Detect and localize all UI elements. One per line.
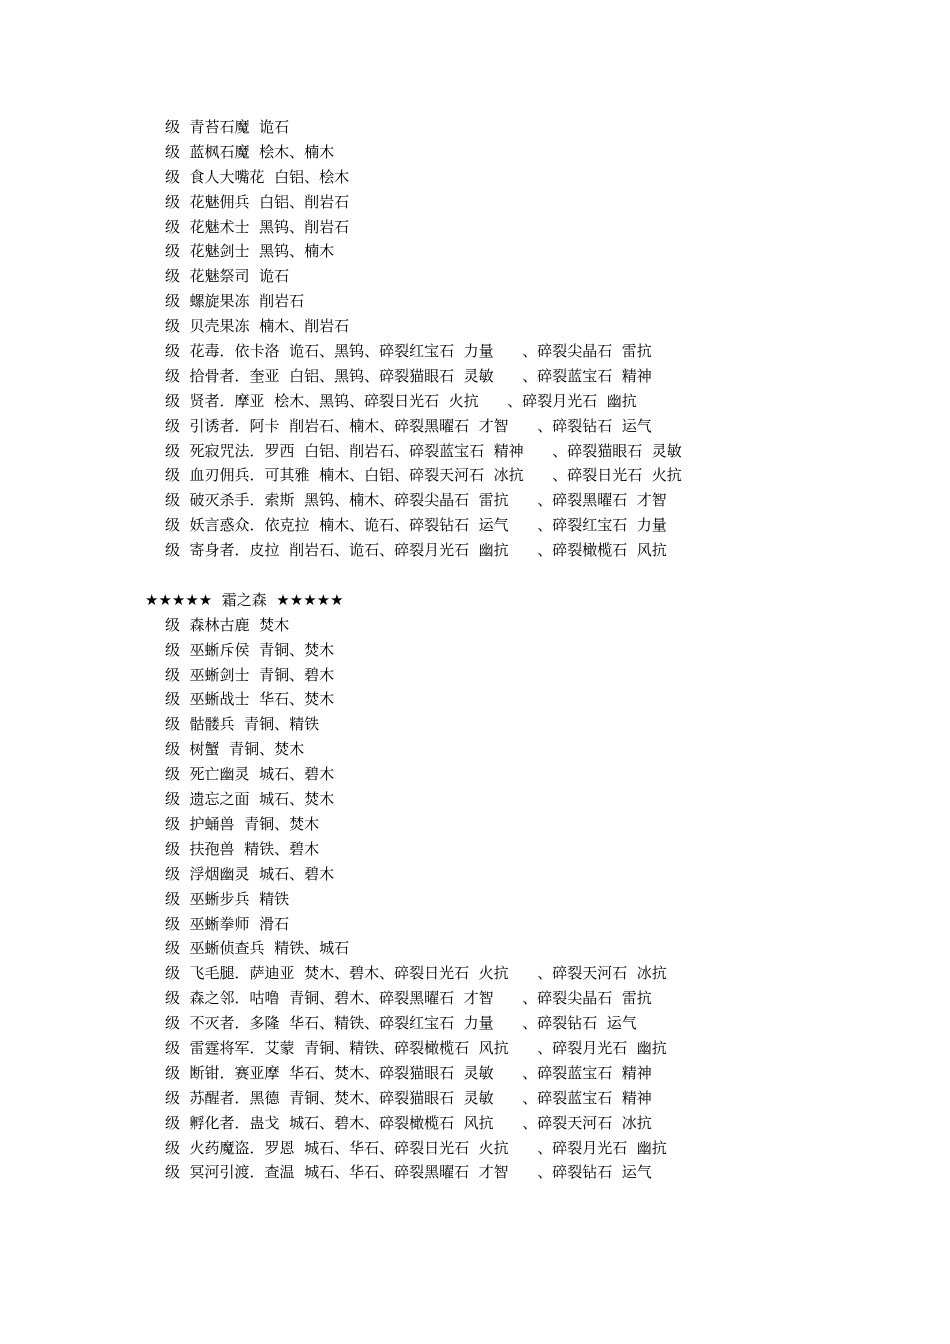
text-line: 级 巫蜥拳师 滑石 xyxy=(165,914,290,933)
text-line: 级 森之邻．咕噜 青铜、碧木、碎裂黑曜石 才智 、碎裂尖晶石 雷抗 xyxy=(165,989,652,1008)
text-line: 级 火药魔盗．罗恩 城石、华石、碎裂日光石 火抗 、碎裂月光石 幽抗 xyxy=(165,1138,667,1157)
text-line: 级 蓝枫石魔 桧木、楠木 xyxy=(165,142,335,161)
text-line: 级 死亡幽灵 城石、碧木 xyxy=(165,765,335,784)
text-line: 级 花毒．依卡洛 诡石、黑钨、碎裂红宝石 力量 、碎裂尖晶石 雷抗 xyxy=(165,342,652,361)
text-line: 级 巫蜥侦查兵 精铁、城石 xyxy=(165,939,350,958)
blank-line xyxy=(0,563,950,588)
text-line: 级 雷霆将军．艾蒙 青铜、精铁、碎裂橄榄石 风抗 、碎裂月光石 幽抗 xyxy=(165,1038,667,1057)
text-line: 级 飞毛腿．萨迪亚 焚木、碧木、碎裂日光石 火抗 、碎裂天河石 冰抗 xyxy=(165,964,667,983)
text-line: 级 浮烟幽灵 城石、碧木 xyxy=(165,864,335,883)
text-line: 级 血刃佣兵．可其雅 楠木、白铝、碎裂天河石 冰抗 、碎裂日光石 火抗 xyxy=(165,466,682,485)
text-line: 级 护蛹兽 青铜、焚木 xyxy=(165,814,320,833)
text-line: 级 巫蜥斥侯 青铜、焚木 xyxy=(165,640,335,659)
text-line: 级 不灭者．多隆 华石、精铁、碎裂红宝石 力量 、碎裂钻石 运气 xyxy=(165,1014,637,1033)
text-line: 级 孵化者．蛊戈 城石、碧木、碎裂橄榄石 风抗 、碎裂天河石 冰抗 xyxy=(165,1113,652,1132)
text-line: 级 扶孢兽 精铁、碧木 xyxy=(165,839,320,858)
text-line: 级 冥河引渡．查温 城石、华石、碎裂黑曜石 才智 、碎裂钻石 运气 xyxy=(165,1163,652,1182)
text-line: 级 破灭杀手．索斯 黑钨、楠木、碎裂尖晶石 雷抗 、碎裂黑曜石 才智 xyxy=(165,491,667,510)
text-line: 级 贝壳果冻 楠木、削岩石 xyxy=(165,317,350,336)
text-line: 级 寄身者．皮拉 削岩石、诡石、碎裂月光石 幽抗 、碎裂橄榄石 风抗 xyxy=(165,541,667,560)
text-line: 级 巫蜥战士 华石、焚木 xyxy=(165,690,335,709)
section-heading: ★★★★★ 霜之森 ★★★★★ xyxy=(145,590,344,609)
document-body xyxy=(0,115,950,1185)
text-line: 级 骷髅兵 青铜、精铁 xyxy=(165,715,320,734)
text-line: 级 食人大嘴花 白铝、桧木 xyxy=(165,167,350,186)
text-line: 级 死寂咒法．罗西 白铝、削岩石、碎裂蓝宝石 精神 、碎裂猫眼石 灵敏 xyxy=(165,441,682,460)
text-line: 级 拾骨者．奎亚 白铝、黑钨、碎裂猫眼石 灵敏 、碎裂蓝宝石 精神 xyxy=(165,366,652,385)
text-line: 级 苏醒者．黑德 青铜、焚木、碎裂猫眼石 灵敏 、碎裂蓝宝石 精神 xyxy=(165,1088,652,1107)
text-line: 级 花魅祭司 诡石 xyxy=(165,267,290,286)
text-line: 级 花魅佣兵 白铝、削岩石 xyxy=(165,192,350,211)
text-line: 级 螺旋果冻 削岩石 xyxy=(165,292,305,311)
text-line: 级 断钳．赛亚摩 华石、焚木、碎裂猫眼石 灵敏 、碎裂蓝宝石 精神 xyxy=(165,1063,652,1082)
text-line: 级 妖言惑众．依克拉 楠木、诡石、碎裂钻石 运气 、碎裂红宝石 力量 xyxy=(165,516,667,535)
text-line: 级 花魅术士 黑钨、削岩石 xyxy=(165,217,350,236)
text-line: 级 巫蜥剑士 青铜、碧木 xyxy=(165,665,335,684)
text-line: 级 巫蜥步兵 精铁 xyxy=(165,889,290,908)
text-line: 级 遗忘之面 城石、焚木 xyxy=(165,790,335,809)
text-line: 级 贤者．摩亚 桧木、黑钨、碎裂日光石 火抗 、碎裂月光石 幽抗 xyxy=(165,391,637,410)
text-line: 级 森林古鹿 焚木 xyxy=(165,615,290,634)
text-line: 级 引诱者．阿卡 削岩石、楠木、碎裂黑曜石 才智 、碎裂钻石 运气 xyxy=(165,416,652,435)
text-line: 级 树蟹 青铜、焚木 xyxy=(165,740,305,759)
text-line: 级 青苔石魔 诡石 xyxy=(165,118,290,136)
text-line: 级 花魅剑士 黑钨、楠木 xyxy=(165,242,335,261)
